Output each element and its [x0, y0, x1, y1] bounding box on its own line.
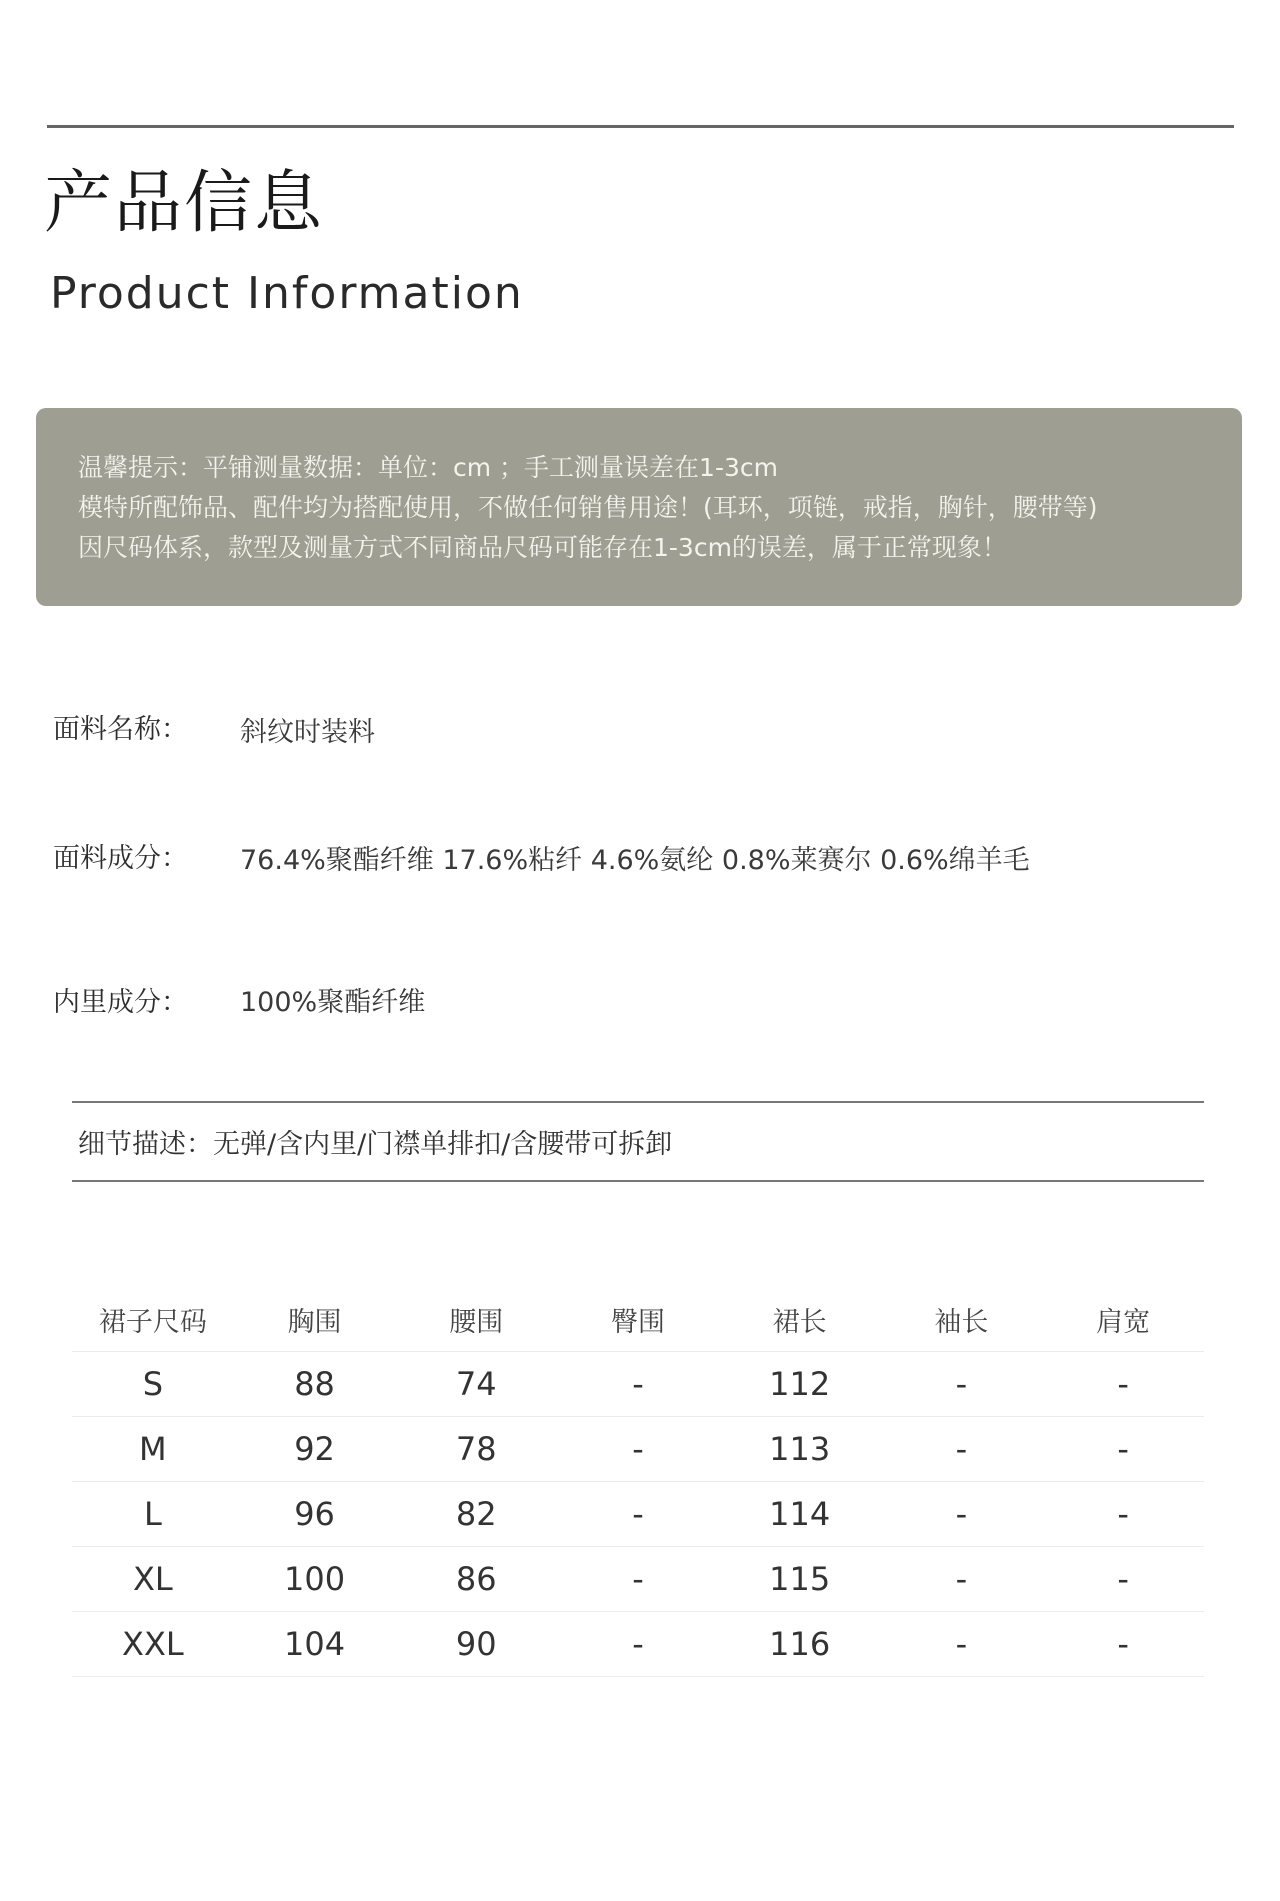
- fabric-name-label: 面料名称：: [53, 714, 188, 745]
- table-cell: 112: [719, 1352, 881, 1417]
- header-waist: 腰围: [395, 1287, 557, 1352]
- header-sleeve: 袖长: [881, 1287, 1043, 1352]
- fabric-composition-label: 面料成分：: [53, 843, 188, 874]
- table-cell: 78: [395, 1417, 557, 1482]
- page-subtitle: Product Information: [50, 268, 524, 319]
- detail-description: 细节描述：无弹/含内里/门襟单排扣/含腰带可拆卸: [78, 1129, 673, 1160]
- table-row: [72, 1547, 1204, 1612]
- table-cell: -: [557, 1482, 719, 1547]
- table-cell: 116: [719, 1612, 881, 1677]
- table-cell: -: [881, 1352, 1043, 1417]
- header-shoulder: 肩宽: [1042, 1287, 1204, 1352]
- table-cell: -: [1042, 1547, 1204, 1612]
- table-cell: -: [881, 1417, 1043, 1482]
- table-cell: 92: [234, 1417, 396, 1482]
- table-cell: XXL: [72, 1612, 234, 1677]
- table-cell: 74: [395, 1352, 557, 1417]
- table-cell: -: [881, 1482, 1043, 1547]
- fabric-composition-value: 76.4%聚酯纤维 17.6%粘纤 4.6%氨纶 0.8%莱赛尔 0.6%绵羊毛: [240, 845, 1030, 876]
- table-cell: 115: [719, 1547, 881, 1612]
- size-table: [72, 1287, 1204, 1677]
- table-cell: 114: [719, 1482, 881, 1547]
- table-cell: L: [72, 1482, 234, 1547]
- table-cell: 104: [234, 1612, 396, 1677]
- notice-line: 温馨提示：平铺测量数据：单位：cm ；手工测量误差在1-3cm: [78, 453, 778, 482]
- header-hip: 臀围: [557, 1287, 719, 1352]
- table-cell: -: [557, 1417, 719, 1482]
- header-size: 裙子尺码: [72, 1287, 234, 1352]
- table-cell: 96: [234, 1482, 396, 1547]
- detail-top-divider: [72, 1101, 1204, 1103]
- table-cell: S: [72, 1352, 234, 1417]
- top-divider: [47, 125, 1234, 128]
- table-cell: 90: [395, 1612, 557, 1677]
- notice-line: 模特所配饰品、配件均为搭配使用，不做任何销售用途！(耳环，项链，戒指，胸针，腰带等): [78, 493, 1098, 522]
- table-cell: 82: [395, 1482, 557, 1547]
- lining-composition-label: 内里成分：: [53, 987, 188, 1018]
- page-title: 产品信息: [44, 164, 325, 243]
- table-cell: M: [72, 1417, 234, 1482]
- header-bust: 胸围: [234, 1287, 396, 1352]
- table-cell: -: [557, 1612, 719, 1677]
- table-cell: -: [1042, 1352, 1204, 1417]
- table-row: [72, 1417, 1204, 1482]
- fabric-name-value: 斜纹时装料: [240, 717, 375, 748]
- header-length: 裙长: [719, 1287, 881, 1352]
- table-cell: -: [557, 1352, 719, 1417]
- lining-composition-value: 100%聚酯纤维: [240, 987, 426, 1018]
- table-cell: 113: [719, 1417, 881, 1482]
- table-row: [72, 1352, 1204, 1417]
- table-cell: -: [881, 1612, 1043, 1677]
- notice-line: 因尺码体系，款型及测量方式不同商品尺码可能存在1-3cm的误差，属于正常现象！: [78, 533, 1007, 562]
- table-cell: 88: [234, 1352, 396, 1417]
- notice-box: [36, 408, 1242, 606]
- table-cell: -: [881, 1547, 1043, 1612]
- table-row: [72, 1482, 1204, 1547]
- table-cell: -: [557, 1547, 719, 1612]
- table-cell: -: [1042, 1612, 1204, 1677]
- detail-bottom-divider: [72, 1180, 1204, 1182]
- table-row: [72, 1612, 1204, 1677]
- table-cell: -: [1042, 1417, 1204, 1482]
- table-cell: -: [1042, 1482, 1204, 1547]
- table-cell: XL: [72, 1547, 234, 1612]
- table-cell: 100: [234, 1547, 396, 1612]
- size-table-header: [72, 1287, 1204, 1352]
- table-cell: 86: [395, 1547, 557, 1612]
